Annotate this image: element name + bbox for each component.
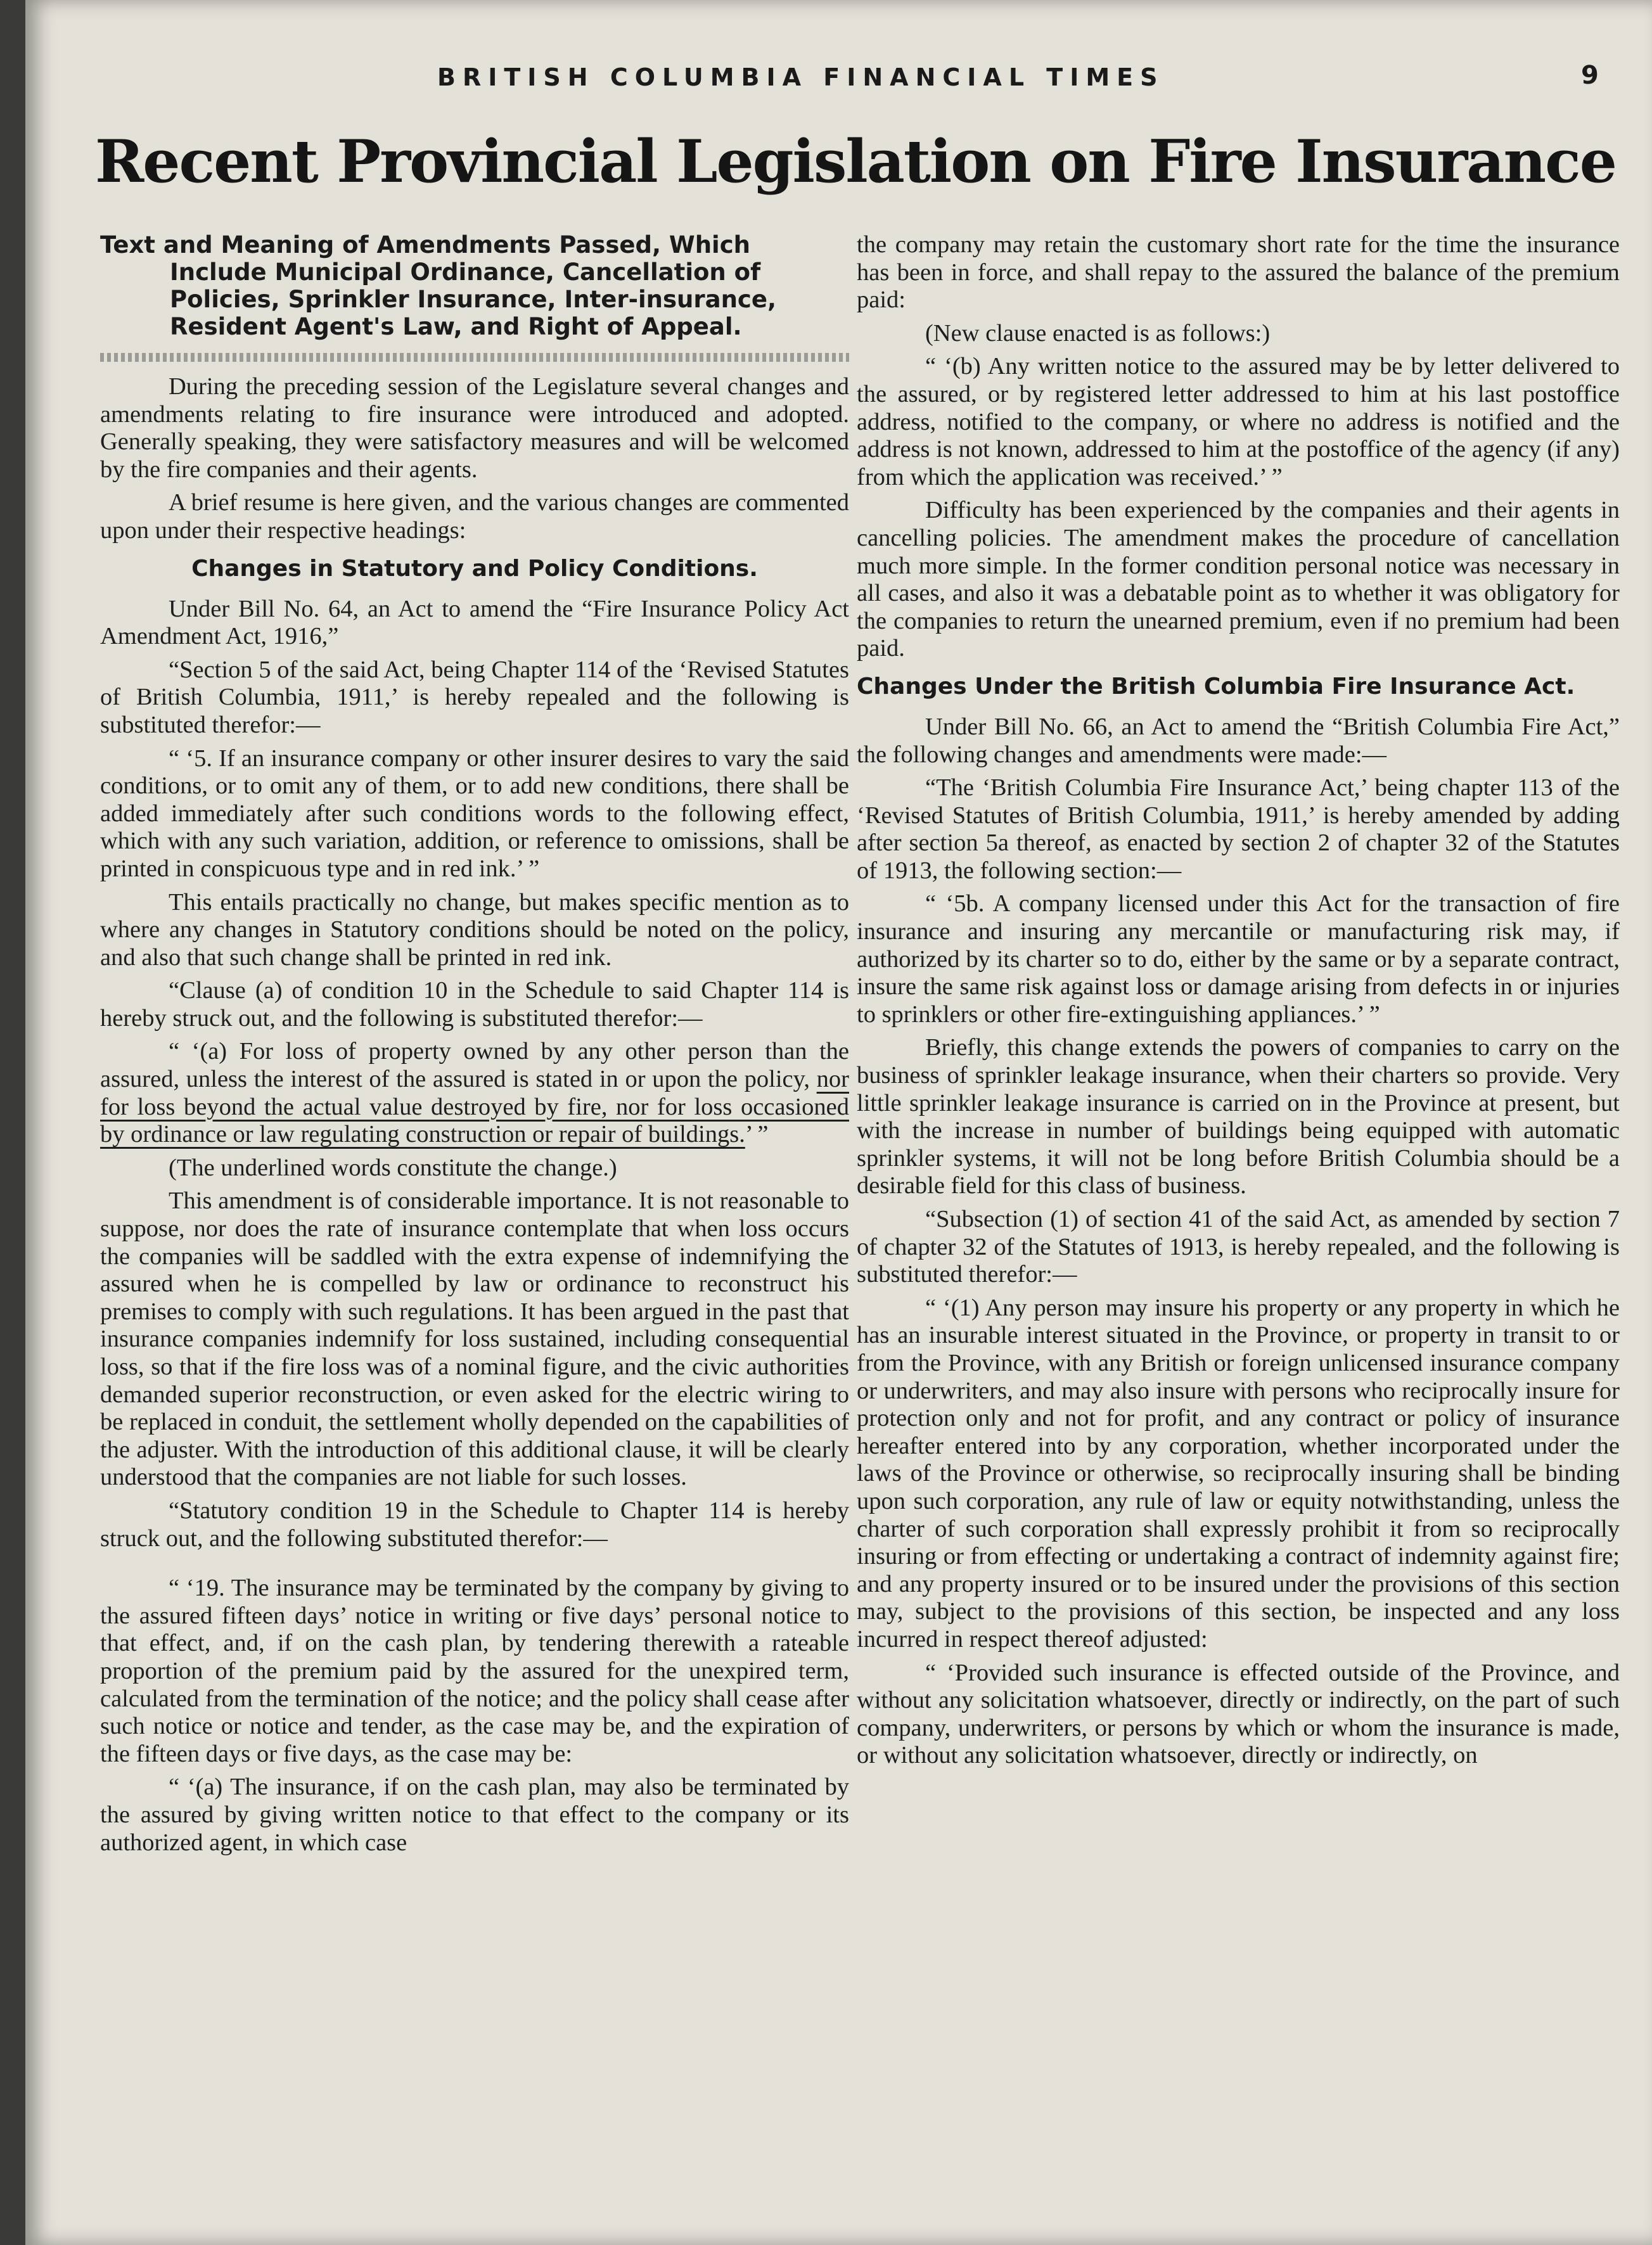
paragraph: Under Bill No. 66, an Act to amend the “British Columbia Fire Act,” the following changes and amendments were made:—: [857, 713, 1620, 768]
running-header: BRITISH COLUMBIA FINANCIAL TIMES: [437, 63, 1165, 91]
paragraph: “ ‘5b. A company licensed under this Act for the transaction of fire insurance and insuring any mercantile or manufacturing risk may, if authorized by its charter so to do, either by the same or by a separate contract, insure the same risk against loss or damage arising from defects in or injuries to sprinklers or other fire-extinguishing appliances.’ ”: [857, 890, 1620, 1028]
paragraph: This amendment is of considerable importance. It is not reasonable to suppose, nor does the rate of insurance contemplate that when loss occurs the companies will be saddled with the extra expense of indemnifying the assured when he is compelled by law or ordinance to reconstruct his premises to comply with such regulations. It has been argued in the past that insurance companies indemnify for loss sustained, including consequential loss, so that if the fire loss was of a nominal figure, and the civic authorities demanded superior reconstruction, or even asked for the electric wiring to be replaced in conduit, the settlement wholly depended on the capabilities of the adjuster. With the introduction of this additional clause, it will be clearly understood that the companies are not liable for such losses.: [100, 1187, 849, 1491]
paragraph: “ ‘19. The insurance may be terminated by the company by giving to the assured fifteen days’ notice in writing or five days’ personal notice to that effect, and, if on the cash plan, by tendering therewith a rateable proportion of the premium paid by the assured for the unexpired term, calculated from the termination of the notice; and the policy shall cease after such notice or notice and tender, as the case may be, and the expiration of the fifteen days or five days, as the case may be:: [100, 1575, 849, 1767]
paragraph: [100, 1038, 849, 1148]
paragraph: Under Bill No. 64, an Act to amend the “Fire Insurance Policy Act Amendment Act, 1916,”: [100, 595, 849, 650]
article-title: Recent Provincial Legislation on Fire Insurance: [95, 127, 1616, 196]
section-heading: Changes Under the British Columbia Fire Insurance Act.: [857, 673, 1575, 700]
paragraph: “Section 5 of the said Act, being Chapter 114 of the ‘Revised Statutes of British Columbia, 1911,’ is hereby repealed and the following is substituted therefor:—: [100, 656, 849, 738]
paragraph: Difficulty has been experienced by the companies and their agents in cancelling policies. The amendment makes the procedure of cancellation much more simple. In the former condition personal notice was necessary in all cases, and also it was a debatable point as to whether it was obligatory for the companies to return the unearned premium, even if no premium had been paid.: [857, 497, 1620, 662]
left-column: [100, 231, 849, 1862]
paragraph: “ ‘(a) The insurance, if on the cash plan, may also be terminated by the assured by giving written notice to that effect to the company or its authorized agent, in which case: [100, 1774, 849, 1856]
spacer: [100, 1558, 849, 1575]
paragraph: “ ‘Provided such insurance is effected outside of the Province, and without any solicitation whatsoever, directly or indirectly, on the part of such company, underwriters, or persons by which or whom the insurance is made, or without any solicitation whatsoever, directly or indirectly, on: [857, 1659, 1620, 1769]
paragraph: (New clause enacted is as follows:): [925, 319, 1271, 347]
clause-end: ’ ”: [745, 1121, 769, 1148]
paragraph: A brief resume is here given, and the various changes are commented upon under their respective headings:: [100, 489, 849, 544]
paragraph: “The ‘British Columbia Fire Insurance Act,’ being chapter 113 of the ‘Revised Statutes of British Columbia, 1911,’ is hereby amended by adding after section 5a thereof, as enacted by section 2 of chapter 32 of the Statutes of 1913, the following section:—: [857, 774, 1620, 884]
article-deck: Text and Meaning of Amendments Passed, Which Include Municipal Ordinance, Cancellation of Policies, Sprinkler Insurance, Inter-insurance, Resident Agent's Law, and Right of Appeal.: [100, 231, 776, 340]
paragraph: “ ‘5. If an insurance company or other insurer desires to vary the said conditions, or to omit any of them, or to add new conditions, there shall be added immediately after such conditions words to the following effect, which with any such variation, addition, or reference to omissions, shall be printed in conspicuous type and in red ink.’ ”: [100, 745, 849, 882]
paragraph: “ ‘(b) Any written notice to the assured may be by letter delivered to the assured, or by registered letter addressed to him at his last postoffice address, notified to the company, or where no address is notified and the address is not known, addressed to him at the postoffice of the agency (if any) from which the application was received.’ ”: [857, 353, 1620, 490]
paragraph: (The underlined words constitute the change.): [169, 1154, 617, 1181]
section-heading: Changes in Statutory and Policy Conditions.: [191, 555, 758, 582]
clause-text: “ ‘(a) For loss of property owned by any other person than the assured, unless the interest of the assured is stated in or upon the policy,: [100, 1038, 849, 1093]
underlined-change: nor for loss beyond the actual value destroyed by fire, nor for loss occasioned by ordinance or law regulating construction or repair of buildings.: [100, 1066, 849, 1148]
paragraph: “Subsection (1) of section 41 of the said Act, as amended by section 7 of chapter 32 of the Statutes of 1913, is hereby repealed, and the following is substituted therefor:—: [857, 1206, 1620, 1288]
paragraph: Briefly, this change extends the powers of companies to carry on the business of sprinkler leakage insurance, when their charters so provide. Very little sprinkler leakage insurance is carried on in the Province at present, but with the increase in number of buildings being equipped with automatic sprinkler systems, it will not be long before British Columbia should be a desirable field for this class of business.: [857, 1034, 1620, 1199]
deck-divider: [100, 353, 849, 362]
paragraph: This entails practically no change, but makes specific mention as to where any changes in Statutory conditions should be noted on the policy, and also that such change shall be printed in red ink.: [100, 888, 849, 971]
paragraph: the company may retain the customary short rate for the time the insurance has been in force, and shall repay to the assured the balance of the premium paid:: [857, 231, 1620, 314]
paragraph: During the preceding session of the Legislature several changes and amendments relating to fire insurance were introduced and adopted. Generally speaking, they were satisfactory measures and will be welcomed by the fire companies and their agents.: [100, 373, 849, 483]
paragraph: “ ‘(1) Any person may insure his property or any property in which he has an insurable interest situated in the Province, or property in transit to or from the Province, with any British or foreign unlicensed insurance company or underwriters, and may also insure with persons who reciprocally insure for protection only and not for profit, and any contract or policy of insurance hereafter entered into by any corporation, whether incorporated under the laws of the Province or otherwise, so reciprocally insuring shall be binding upon such corporation, any rule of law or equity notwithstanding, unless the charter of such corporation shall expressly prohibit it from so reciprocally insuring or from effecting or undertaking a contract of indemnity against fire; and any property insured or to be insured under the provisions of this section may, subject to the provisions of this section, be inspected and any loss incurred in respect thereof adjusted:: [857, 1294, 1620, 1653]
paragraph: “Statutory condition 19 in the Schedule to Chapter 114 is hereby struck out, and the following substituted therefor:—: [100, 1497, 849, 1552]
right-column: [857, 231, 1620, 1775]
page-number: 9: [1581, 61, 1599, 90]
magazine-page: [25, 0, 1652, 2245]
paragraph: “Clause (a) of condition 10 in the Schedule to said Chapter 114 is hereby struck out, and the following is substituted therefor:—: [100, 977, 849, 1032]
